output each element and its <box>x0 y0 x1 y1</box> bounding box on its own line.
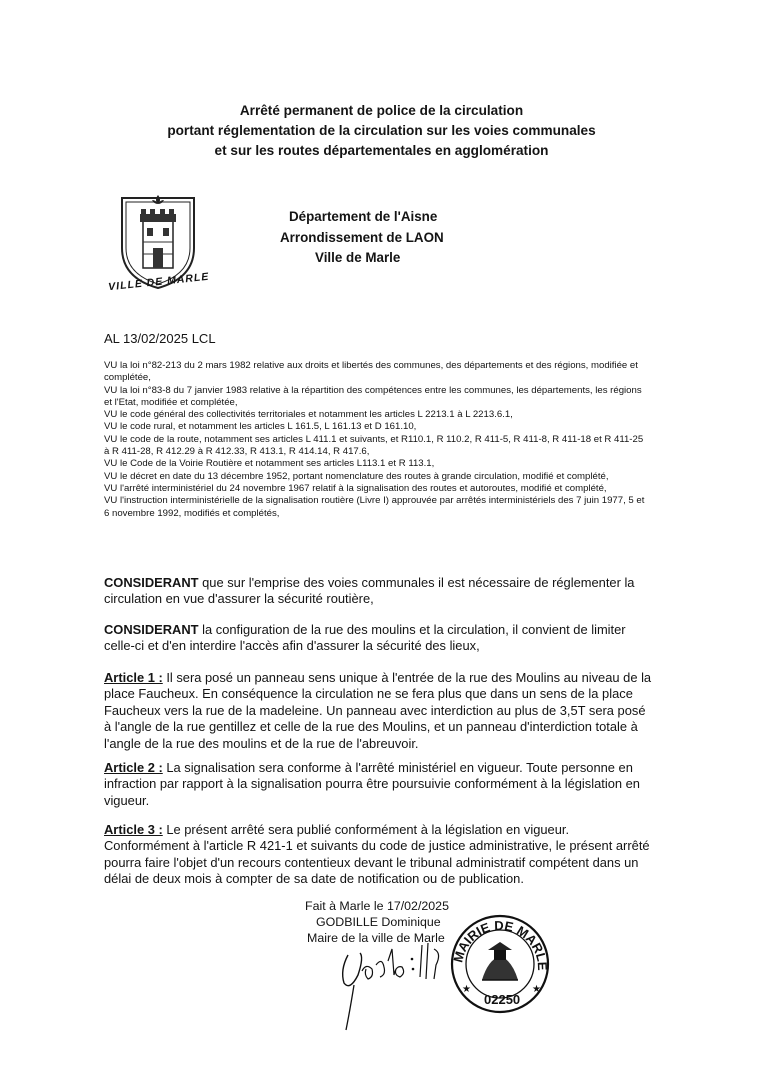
vu-text: la loi n°83-8 du 7 janvier 1983 relative à la répartition des compétences entre les communes, les départements, les régions et l'Etat, modifiée et complétée, <box>104 384 642 408</box>
stamp-top-text: MAIRIE DE MARLE <box>450 917 551 971</box>
reference: AL 13/02/2025 LCL <box>104 331 216 346</box>
vu-prefix: VU <box>104 470 118 482</box>
vu-item <box>104 471 649 483</box>
vu-prefix: VU <box>104 482 118 494</box>
vu-text: la loi n°82-213 du 2 mars 1982 relative aux droits et libertés des communes, des départements et des régions, modifiée et complétée, <box>104 360 638 384</box>
article-text: La signalisation sera conforme à l'arrêté ministériel en vigueur. Toute personne en infraction par rapport à la signalisation pourra être poursuivie conformément à la législation en vigueur. <box>104 760 640 808</box>
vu-item <box>104 483 649 495</box>
vu-item <box>104 495 649 520</box>
department-line-3: Ville de Marle <box>315 250 401 265</box>
signature-name: GODBILLE Dominique <box>316 915 441 929</box>
article-label: Article 3 : <box>104 822 163 837</box>
vu-prefix: VU <box>104 495 118 507</box>
title-line-2: portant réglementation de la circulation sur les voies communales <box>167 123 596 138</box>
vu-prefix: VU <box>104 409 118 421</box>
article-2 <box>104 760 654 809</box>
vu-item <box>104 385 649 410</box>
vu-text: le code de la route, notamment ses articles L 411.1 et suivants, et R110.1, R 110.2, R 411-5, R 411-8, R 411-18 et R 411-25 à R 411-28, R 412.29 à R 412.33, R 413.1, R 414.14, R 417.6, <box>104 433 644 458</box>
vu-item <box>104 421 649 433</box>
article-1 <box>104 670 654 752</box>
vu-item <box>104 360 649 385</box>
logo-caption: VILLE DE MARLE <box>107 270 210 294</box>
vu-prefix: VU <box>104 360 118 371</box>
svg-text:★: ★ <box>462 984 471 995</box>
vu-item <box>104 434 649 459</box>
department-line-1: Département de l'Aisne <box>289 209 438 224</box>
considerant-label: CONSIDERANT <box>104 622 199 637</box>
article-label: Article 1 : <box>104 670 163 685</box>
vu-prefix: VU <box>104 458 118 470</box>
vu-prefix: VU <box>104 433 118 445</box>
vu-text: l'instruction interministérielle de la signalisation routière (Livre I) approuvée par arrêtés interministériels des 7 juin 1977, 5 et 6 novembre 1992, modifiés et complétés, <box>104 495 645 519</box>
signature-place-date: Fait à Marle le 17/02/2025 <box>305 899 449 913</box>
title-line-3: et sur les routes départementales en agglomération <box>214 143 549 158</box>
article-text: Il sera posé un panneau sens unique à l'entrée de la rue des Moulins au niveau de la place Faucheux. En conséquence la circulation ne se fera plus que dans un sens de la place Faucheux vers la rue de la madeleine. Un panneau avec interdiction au plus de 3,5T sera posé à l'angle de la rue gentillez et celle de la rue des Moulins, et un panneau d'interdiction totale à l'angle de la rue des moulins et de la rue de l'abreuvoir. <box>104 670 652 751</box>
department-line-2: Arrondissement de LAON <box>280 230 444 245</box>
vu-prefix: VU <box>104 384 118 396</box>
mairie-stamp <box>448 912 553 1017</box>
signature-title: Maire de la ville de Marle <box>307 931 445 945</box>
article-text: Le présent arrêté sera publié conformément à la législation en vigueur. Conformément à l'article R 421-1 et suivants du code de justice administrative, le présent arrêté pourra faire l'objet d'un recours contentieux devant le tribunal administratif compétent dans un délai de deux mois à compter de sa date de notification ou de publication. <box>104 822 650 887</box>
article-label: Article 2 : <box>104 760 163 775</box>
svg-text:★: ★ <box>532 984 541 995</box>
considerant-1 <box>104 575 654 608</box>
vu-item <box>104 458 649 470</box>
vu-list <box>104 360 649 520</box>
vu-text: l'arrêté interministériel du 24 novembre 1967 relatif à la signalisation des routes et autoroutes, modifié et complété, <box>120 482 607 494</box>
vu-text: le décret en date du 13 décembre 1952, portant nomenclature des routes à grande circulation, modifié et complété, <box>120 470 609 482</box>
vu-prefix: VU <box>104 421 118 433</box>
considerant-label: CONSIDERANT <box>104 575 199 590</box>
vu-text: le code général des collectivités territoriales et notamment les articles L 2213.1 à L 2213.6.1, <box>120 409 513 421</box>
considerant-text: que sur l'emprise des voies communales il est nécessaire de réglementer la circulation en vue d'assurer la sécurité routière, <box>104 575 635 607</box>
considerant-2 <box>104 622 654 655</box>
vu-item <box>104 409 649 421</box>
title-line-1: Arrêté permanent de police de la circulation <box>239 103 524 118</box>
stamp-postal-code: 02250 <box>484 992 521 1007</box>
vu-text: le code rural, et notamment les articles L 161.5, L 161.13 et D 161.10, <box>120 421 417 433</box>
article-3 <box>104 822 654 888</box>
considerant-text: la configuration de la rue des moulins et la circulation, il convient de limiter celle-ci et d'en interdire l'accès afin d'assurer la sécurité des lieux, <box>104 622 626 654</box>
vu-text: le Code de la Voirie Routière et notamment ses articles L113.1 et R 113.1, <box>120 458 435 470</box>
